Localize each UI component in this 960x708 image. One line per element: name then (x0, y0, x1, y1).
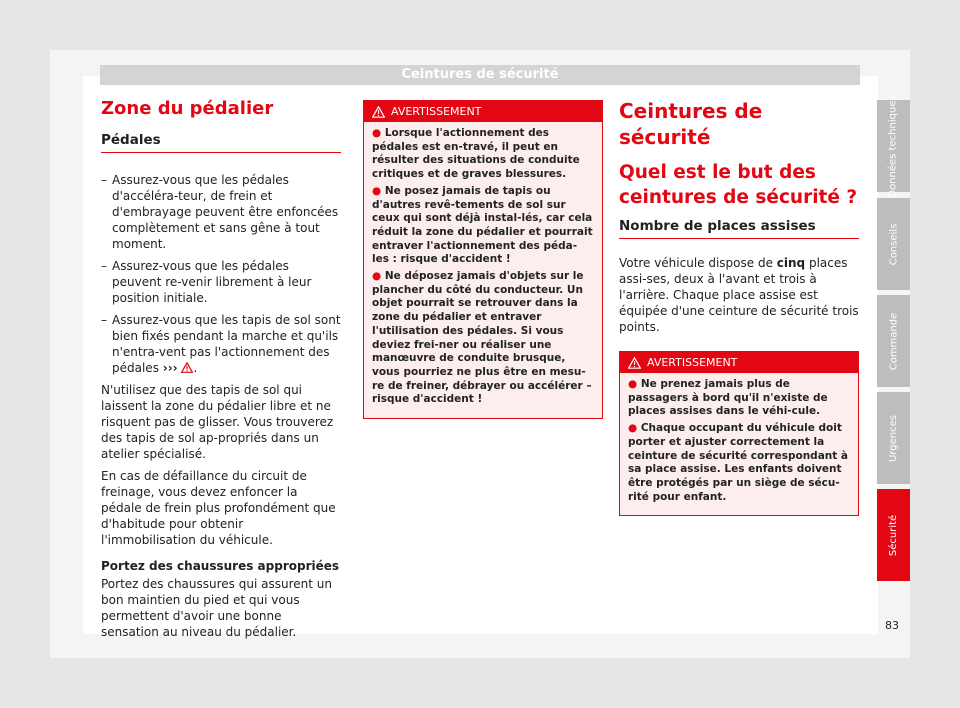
warning-triangle-icon (628, 357, 641, 369)
section-title: Zone du pédalier (101, 98, 274, 119)
paragraph: En cas de défaillance du circuit de freinage, vous devez enfoncer la pédale de frein plus profondément que d'habitude pour obtenir l'immobilisation du véhicule. (101, 469, 336, 547)
paragraph: N'utilisez que des tapis de sol qui laissent la zone du pédalier libre et ne risquent pas de glisser. Vous trouverez des tapis de sol ap-propriés dans un atelier spécialisé. (101, 383, 334, 461)
subtitle: Nombre de places assises (619, 218, 816, 234)
paragraph: Votre véhicule dispose de cinq places assi-ses, deux à l'avant et trois à l'arrière. Chaque place assise est équipée d'une ceinture de sécurité trois points. (619, 256, 859, 334)
warning-triangle-icon (181, 362, 193, 373)
warning-box (363, 100, 603, 419)
reference-arrows[interactable]: ››› (162, 361, 178, 375)
column-seatbelts (619, 98, 859, 516)
paragraph-title: Portez des chaussures appropriées (101, 559, 340, 573)
subtitle-wrap (101, 132, 341, 153)
warning-header (364, 101, 602, 122)
warning-item: ● Ne prenez jamais plus de passagers à bord qu'il n'existe de places assises dans le véhi-cule. (628, 378, 828, 418)
list-item: – Assurez-vous que les tapis de sol sont bien fixés pendant la marche et qu'ils n'entra-vent pas l'actionnement des pédales ››› . (101, 313, 341, 375)
warning-body (364, 122, 602, 418)
chapter-title: Ceintures de sécurité (619, 99, 763, 149)
warning-label: AVERTISSEMENT (647, 355, 738, 369)
tab-urgences[interactable]: Urgences (877, 392, 910, 484)
warning-box (619, 351, 859, 516)
page-number: 83 (885, 619, 899, 632)
pedal-checklist (101, 172, 341, 376)
warning-header (620, 352, 858, 373)
warning-item: ● Ne déposez jamais d'objets sur le plancher du côté du conducteur. Un objet pourrait se retrouver dans la zone du pédalier et entraver l'utilisation des pédales. Si vous deviez frei-ner ou réaliser une manœuvre de conduite brusque, vous pourriez ne plus être en mesu-re de freiner, débrayer ou accélérer – risque d'accident ! (372, 270, 592, 406)
paragraph: Portez des chaussures qui assurent un bon maintien du pied et qui vous permettent d'avoir une bonne sensation au niveau du pédalier. (101, 577, 332, 639)
tab-commande[interactable]: Commande (877, 295, 910, 387)
warning-label: AVERTISSEMENT (391, 104, 482, 118)
warning-triangle-icon (372, 106, 385, 118)
warning-item: ● Chaque occupant du véhicule doit porter et ajuster correctement la ceinture de sécurité correspondant à sa place assise. Les enfants doivent être protégés par un siège de sécu-rité pour enfant. (628, 422, 849, 503)
column-warning (363, 100, 603, 419)
chapter-tabs (877, 94, 910, 582)
warning-item: ● Lorsque l'actionnement des pédales est en-travé, il peut en résulter des situations de conduite critiques et de graves blessures. (372, 127, 580, 181)
column-pedals (101, 98, 341, 640)
tab-conseils[interactable]: Conseils (877, 198, 910, 290)
list-item: – Assurez-vous que les pédales peuvent re-venir librement à leur position initiale. (101, 259, 312, 305)
warning-body (620, 373, 858, 515)
tab-donnees-techniques[interactable]: Données techniques (877, 100, 910, 192)
subtitle: Pédales (101, 132, 161, 148)
warning-item: ● Ne posez jamais de tapis ou d'autres revê-tements de sol sur ceux qui sont déjà instal-lés, car cela réduit la zone du pédalier et pourrait entraver l'actionnement des péda-les : risque d'accident ! (372, 184, 593, 266)
section-header: Ceintures de sécurité (100, 65, 860, 85)
tab-securite[interactable]: Sécurité (877, 489, 910, 581)
subtitle-wrap (619, 218, 859, 239)
list-item: – Assurez-vous que les pédales d'accéléra-teur, de frein et d'embrayage peuvent être enfoncées complètement et sans gêne à tout moment. (101, 173, 339, 251)
section-title: Quel est le but des ceintures de sécurité ? (619, 162, 858, 208)
